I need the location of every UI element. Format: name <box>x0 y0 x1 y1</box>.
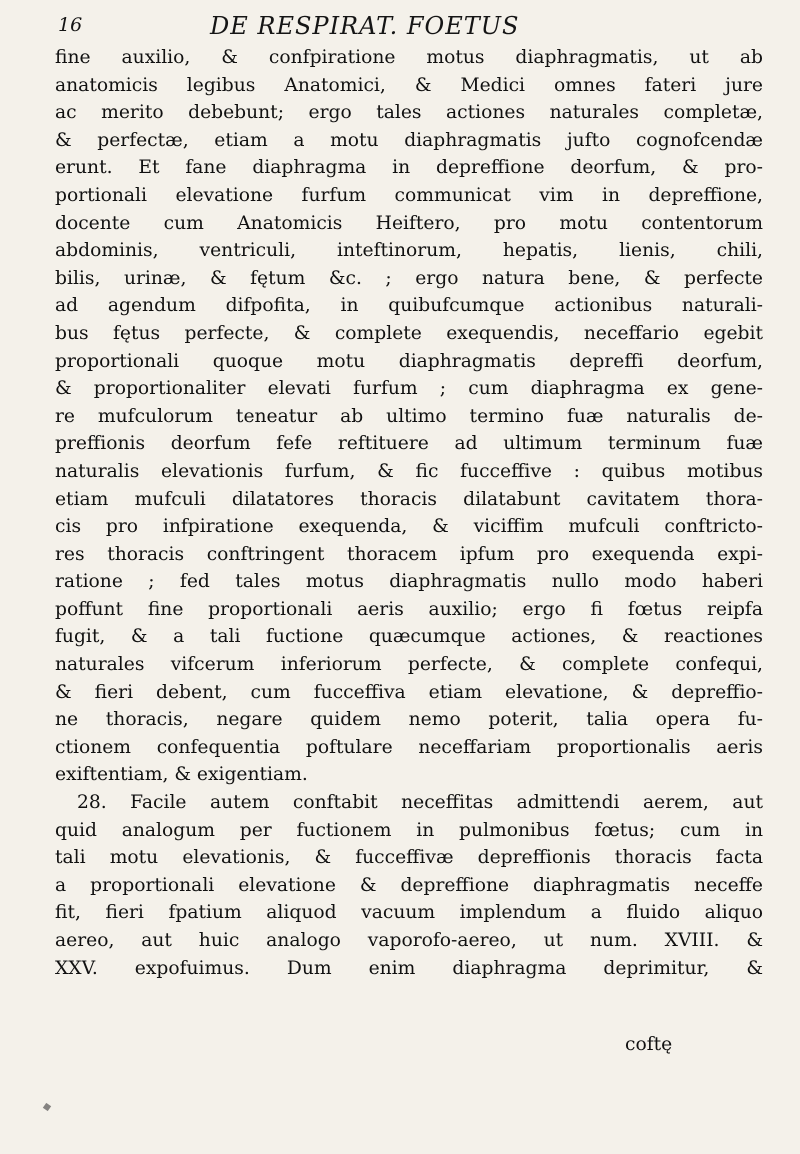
text-line: res thoracis conftringent thoracem ipfum pro exequenda expi- <box>55 543 763 565</box>
text-line: naturalis elevationis furfum, & fic fucceffive : quibus motibus <box>55 460 763 482</box>
text-line: fine auxilio, & confpiratione motus diaphragmatis, ut ab <box>55 47 763 68</box>
catchword: coftę <box>625 1034 673 1055</box>
text-line: cis pro infpiratione exequenda, & viciffim mufculi conftricto- <box>55 516 763 538</box>
text-line: fugit, & a tali fuctione quæcumque actiones, & reactiones <box>55 626 763 648</box>
text-line: fit, fieri fpatium aliquod vacuum implendum a fluido aliquo <box>55 902 763 924</box>
text-line: ne thoracis, negare quidem nemo poterit, talia opera fu- <box>55 709 763 731</box>
text-line: bilis, urinæ, & fętum &c. ; ergo natura bene, & perfecte <box>55 267 763 289</box>
text-line: anatomicis legibus Anatomici, & Medici omnes fateri jure <box>55 74 763 96</box>
text-line: ratione ; fed tales motus diaphragmatis nullo modo haberi <box>55 571 763 593</box>
running-head: DE RESPIRAT. FOETUS <box>210 12 520 40</box>
text-line: aereo, aut huic analogo vaporofo-aereo, ut num. XVIII. & <box>55 930 763 951</box>
text-line: XXV. expofuimus. Dum enim diaphragma deprimitur, & <box>55 957 763 979</box>
text-line: poffunt fine proportionali aeris auxilio; ergo fi fœtus reipfa <box>55 598 763 620</box>
text-line: preffionis deorfum fefe reftituere ad ultimum terminum fuæ <box>55 433 763 455</box>
text-line: & proportionaliter elevati furfum ; cum diaphragma ex gene- <box>55 378 763 400</box>
ink-speck <box>43 1103 51 1111</box>
text-line: etiam mufculi dilatatores thoracis dilatabunt cavitatem thora- <box>55 488 763 510</box>
page-header <box>58 12 758 46</box>
text-line: quid analogum per fuctionem in pulmonibus fœtus; cum in <box>55 819 763 841</box>
text-line: naturales vifcerum inferiorum perfecte, & complete confequi, <box>55 654 763 676</box>
text-line: abdominis, ventriculi, inteftinorum, hepatis, lienis, chili, <box>55 240 763 262</box>
text-line: bus fętus perfecte, & complete exequendis, neceffario egebit <box>55 322 763 344</box>
text-line: ad agendum difpofita, in quibufcumque actionibus naturali- <box>55 295 763 317</box>
text-line: ac merito debebunt; ergo tales actiones naturales completæ, <box>55 102 763 124</box>
text-line: erunt. Et fane diaphragma in depreffione deorfum, & pro- <box>55 157 763 179</box>
text-line: 28. Facile autem conftabit neceffitas admittendi aerem, aut <box>77 792 763 814</box>
text-line: & fieri debent, cum fucceffiva etiam elevatione, & depreffio- <box>55 681 763 703</box>
text-line: & perfectæ, etiam a motu diaphragmatis jufto cognofcendæ <box>55 129 763 151</box>
text-line: proportionali quoque motu diaphragmatis depreffi deorfum, <box>55 350 763 372</box>
text-line: exiftentiam, & exigentiam. <box>55 764 308 786</box>
text-line: docente cum Anatomicis Heiftero, pro motu contentorum <box>55 212 763 234</box>
text-line: ctionem confequentia poftulare neceffariam proportionalis aeris <box>55 736 763 758</box>
text-line: a proportionali elevatione & depreffione diaphragmatis neceffe <box>55 874 763 896</box>
body-text <box>55 44 763 982</box>
text-line: re mufculorum teneatur ab ultimo termino fuæ naturalis de- <box>55 405 763 427</box>
page-number: 16 <box>58 14 83 36</box>
text-line: portionali elevatione furfum communicat vim in depreffione, <box>55 184 763 206</box>
text-line: tali motu elevationis, & fucceffivæ depreffionis thoracis facta <box>55 847 763 869</box>
